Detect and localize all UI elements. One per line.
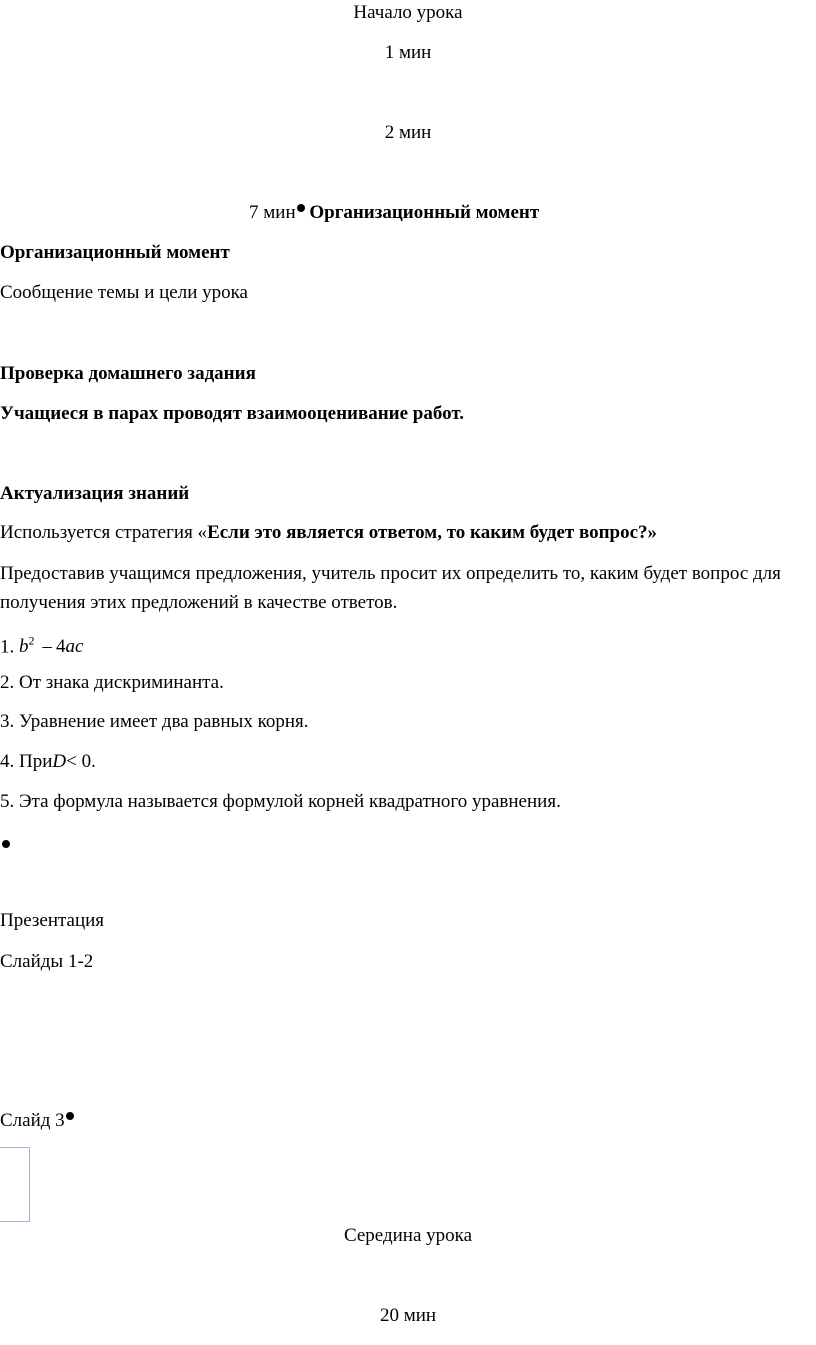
homework-text: Учащиеся в парах проводят взаимооценивание работ. <box>0 403 465 424</box>
org-moment-label-inline: Организационный момент <box>309 202 540 223</box>
slides-1-2-label: Слайды 1-2 <box>0 951 94 972</box>
homework-title: Проверка домашнего задания <box>0 363 256 384</box>
slide-3-row <box>0 1109 74 1133</box>
lesson-middle-heading: Середина урока <box>343 1225 473 1246</box>
time-7-min-row <box>249 201 539 225</box>
strategy-name: Если это является ответом, то каким будет вопрос?» <box>207 522 658 543</box>
time-20-min: 20 мин <box>379 1305 437 1326</box>
discriminant-formula: $b^2 - 4ac$ <box>19 634 84 658</box>
time-7-min: 7 мин <box>249 202 296 223</box>
time-2-min: 2 мин <box>384 122 432 143</box>
lesson-start-heading: Начало урока <box>353 2 463 23</box>
org-moment-title: Организационный момент <box>0 242 230 263</box>
item-5: 5. Эта формула называется формулой корней квадратного уравнения. <box>0 791 561 812</box>
bullet-icon <box>66 1112 74 1120</box>
bullet-icon <box>2 840 10 848</box>
slide-3-label: Слайд 3 <box>0 1110 65 1131</box>
time-1-min: 1 мин <box>384 42 432 63</box>
item-3: 3. Уравнение имеет два равных корня. <box>0 711 309 732</box>
instruction-paragraph: Предоставив учащимся предложения, учитель просит их определить то, каким будет вопрос для получения этих предложений в качестве ответов. <box>0 563 781 613</box>
strategy-line <box>0 521 657 545</box>
bullet-icon <box>297 204 305 212</box>
item-1 <box>0 629 83 659</box>
empty-text-box <box>0 1147 30 1222</box>
actualization-title: Актуализация знаний <box>0 483 190 504</box>
strategy-prefix: Используется стратегия « <box>0 522 208 543</box>
item-1-number: 1. <box>0 636 15 658</box>
item-4: 4. ПриD< 0. <box>0 751 96 772</box>
presentation-label: Презентация <box>0 910 105 931</box>
topic-message: Сообщение темы и цели урока <box>0 282 248 303</box>
item-2: 2. От знака дискриминанта. <box>0 672 224 693</box>
